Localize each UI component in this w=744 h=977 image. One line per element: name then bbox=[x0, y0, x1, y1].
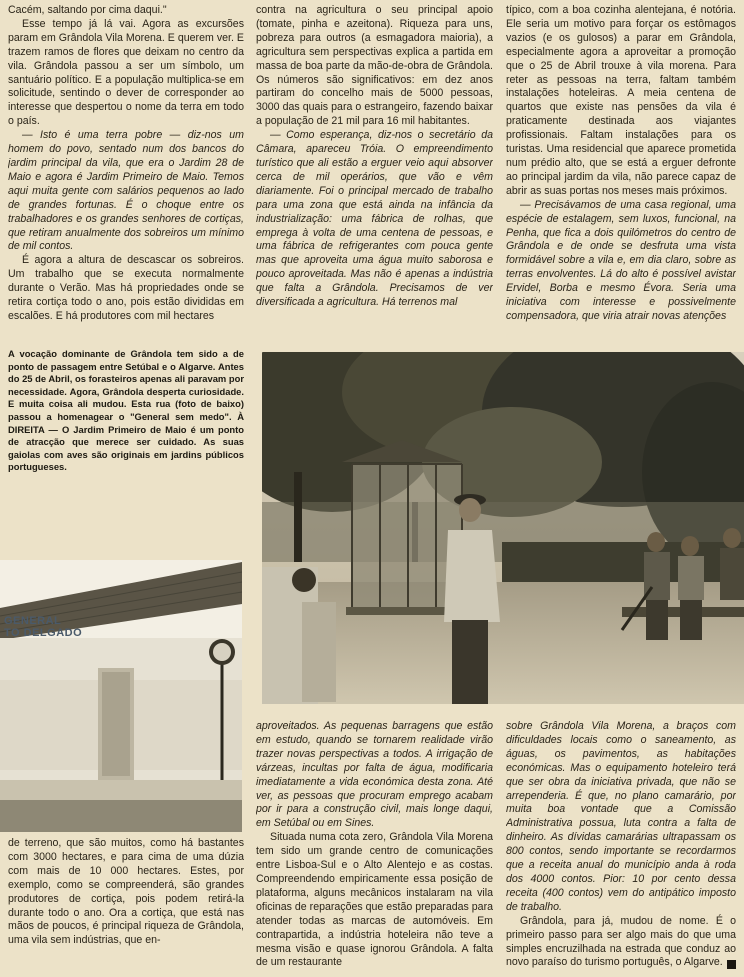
paragraph: aproveitados. As pequenas barragens que estão em estudo, quando se tornarem realidade virão trazer novas perspectivas a todos. A irrigação de várzeas, incultas por falta de água, modificaria imediatamente a vida económica desta zona. Até ver, as pessoas que procuram emprego acabam por ir para a construção civil, mais longe daqui, em Setúbal ou em Sines. bbox=[256, 720, 493, 830]
article-column-2-bottom bbox=[256, 720, 493, 972]
wall-sign-line-1: GENERAL bbox=[4, 615, 62, 627]
paragraph: É agora a altura de descascar os sobreiros. Um trabalho que se executa normalmente durante o Verão. Mas há propriedades onde se retira cortiça todo o ano, pois estão divididas em escalões. E há produtores com mil hectares bbox=[8, 254, 244, 322]
article-column-2-top bbox=[256, 4, 493, 338]
paragraph: Cacém, saltando por cima daqui." bbox=[8, 4, 167, 16]
paragraph: — Como esperança, diz-nos o secretário da Câmara, apareceu Tróia. O empreendimento turístico que ali estão a erguer veio aqui absorver cerca de mil operários, que vão e vêm diariamente. Foi o principal mercado de trabalho para uma zona que está ainda na infância da industrialização: uma fábrica de rolhas, que emprega à volta de uma centena de pessoas, e uma fábrica de refrigerantes com pouca gente mas que aproveita uma água muito saborosa e pouco aproveitada. Mas não é apenas a indústria que falta a Grândola. Precisamos de ver diversificada a agricultura. Há terrenos mal bbox=[256, 129, 493, 309]
wall-sign-line-2: TO DELGADO bbox=[4, 627, 83, 639]
paragraph: contra na agricultura o seu principal apoio (tomate, pinha e azeitona). Riqueza para uns, pobreza para outros (a esmagadora maioria), a agricultura sem perspectivas explica a partida em massa de boa parte da mão-de-obra de Grândola. Os números são significativos: em dez anos partiram do concelho mais de 5000 pessoas, 3000 das quais para o estrangeiro, fazendo baixar a população de 21 mil para 16 mil habitantes. bbox=[256, 4, 493, 128]
garden-scene-illustration bbox=[262, 352, 744, 704]
article-column-1-bottom bbox=[8, 837, 244, 972]
paragraph: — Precisávamos de uma casa regional, uma espécie de estalagem, sem luxos, funcional, na Penha, que fica a dois quilómetros do centro de Grândola e de onde se desfruta uma vista formidável sobre a vila e, em dia claro, sobre as terras envolventes. Lá do alto é possível avistar Ervidel, Borba e mesmo Évora. Seria uma iniciativa com interesse e possivelmente compensadora, que viria atrair novas atenções bbox=[506, 198, 736, 322]
article-end-mark bbox=[727, 960, 736, 969]
article-column-3-top bbox=[506, 4, 736, 338]
paragraph: Esse tempo já lá vai. Agora as excursões param em Grândola Vila Morena. E querem ver. E trazem ramos de flores que deixam no centro da vila. Grândola passou a ser um símbolo, um santuário político. E a população multiplica-se em solicitude, sentindo o dever de corresponder ao interesse que despertou o nome da terra em todo o país. bbox=[8, 17, 244, 128]
article-column-3-bottom bbox=[506, 720, 736, 972]
photo-caption: A vocação dominante de Grândola tem sido a de ponto de passagem entre Setúbal e o Algarve. Antes do 25 de Abril, os forasteiros apenas ali paravam por necessidade. Agora, Grândola desperta curiosidade. E muita coisa ali mudou. Esta rua (foto de baixo) passou a homenagear o "General sem medo". À DIREITA — O Jardim Primeiro de Maio é um ponto de atracção que merece ser cuidado. As suas gaiolas com aves são originais em jardins públicos portugueses. bbox=[8, 348, 244, 473]
paragraph: típico, com a boa cozinha alentejana, é notória. Ele seria um motivo para forçar os estômagos vazios (e os gulosos) a parar em Grândola, especialmente agora a aproveitar a promoção que o 25 de Abril trouxe à vila morena. Para reter as pessoas na terra, faltam também instalações hoteleiras. A meia centena de quartos que existe nas pensões da vila é praticamente destinada aos viajantes profissionais. Faltam instalações para os turistas. Uma residencial que aparece prometida num prédio alto, que se está a erguer defronte ao principal jardim da vila, não parece capaz de abrir as suas portas nos meses mais próximos. bbox=[506, 4, 736, 197]
article-column-1-top bbox=[8, 4, 244, 338]
paragraph: Grândola, para já, mudou de nome. É o primeiro passo para ser algo mais do que uma simples encruzilhada na estrada que conduz ao novo paraíso do turismo português, o Algarve. bbox=[506, 914, 736, 969]
garden-photo bbox=[262, 352, 744, 704]
paragraph: — Isto é uma terra pobre — diz-nos um homem do povo, sentado num dos bancos do jardim principal da vila, que era o Jardim 28 de Maio e agora é Jardim Primeiro de Maio. Temos aqui muita gente com salários pequenos ao lado de grandes fortunas. É o choque entre os trabalhadores e os grandes senhores de cortiças, que retiram anualmente dos sobreiros um mínimo de mil contos. bbox=[8, 129, 244, 253]
paragraph: de terreno, que são muitos, como há bastantes com 3000 hectares, e para cima de uma dúzia com mais de 10 000 hectares. Estes, por exemplo, como se compreenderá, são grandes produtores de cortiça, pois podem retirá-la durante todo o ano. Ora a cortiça, que está nas mãos de poucos, é principal riqueza de Grândola, uma vila sem indústrias, que en- bbox=[8, 837, 244, 947]
street-photo bbox=[0, 560, 242, 832]
paragraph: sobre Grândola Vila Morena, a braços com dificuldades locais como o saneamento, as águas, os pavimentos, as habitações económicas. Mas o equipamento hoteleiro terá que ser obra da iniciativa privada, que não se arrependeria. É que, no plano camarário, por muita boa vontade que a Comissão Administrativa possua, luta contra a falta de dinheiro. As dívidas camarárias ultrapassam os 800 contos, sendo importante se recordarmos que a receita anual do município anda à roda dos 4000 contos. Pior: 10 por cento dessa receita (400 contos) vem do antipático imposto de trabalho. bbox=[506, 720, 736, 913]
street-scene-illustration bbox=[0, 560, 242, 832]
paragraph: Situada numa cota zero, Grândola Vila Morena tem sido um grande centro de comunicações entre Lisboa-Sul e o Alto Alentejo e as costas. Compreendendo empiricamente essa posição de plataforma, alguns mecânicos instalaram na vila oficinas de reparações que estão preparadas para atender todas as marcas de automóveis. Em contrapartida, a indústria hoteleira não teve a mesma visão e quase ignorou Grândola. A falta de um restaurante bbox=[256, 831, 493, 969]
